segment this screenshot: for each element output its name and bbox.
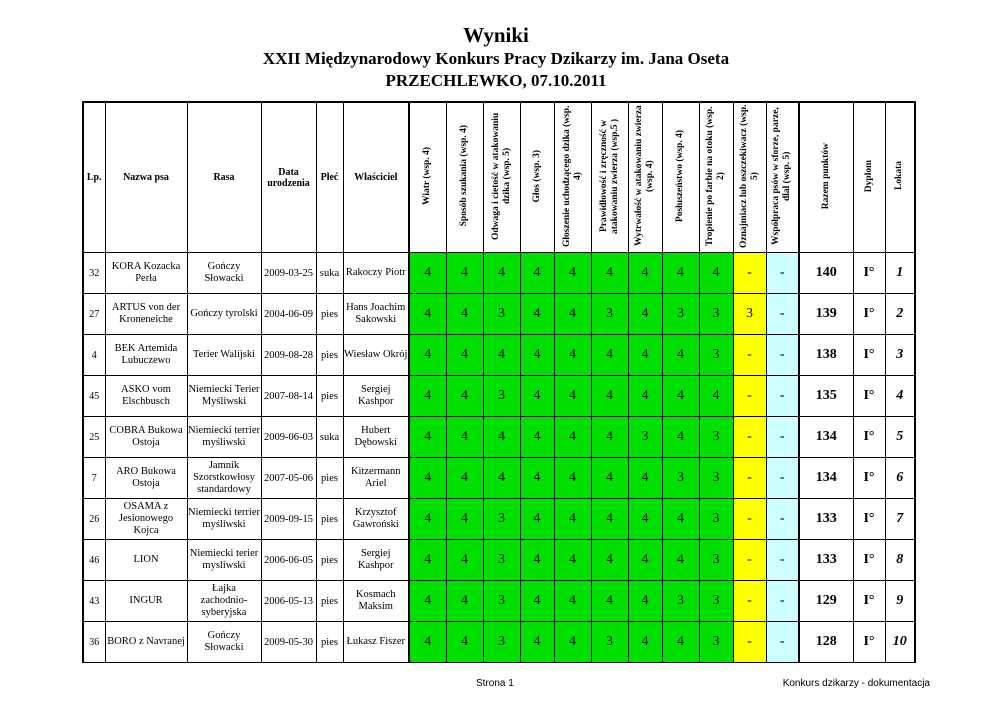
cell-score-3: 4 [520, 253, 554, 294]
cell-breed: Jamnik Szorstkowłosy standardowy [187, 458, 261, 499]
cell-score-0: 4 [409, 540, 446, 581]
cell-score-6: 4 [628, 622, 662, 663]
cell-diploma: I° [853, 499, 885, 540]
cell-score-3: 4 [520, 417, 554, 458]
cell-score-7: 3 [662, 458, 699, 499]
cell-lp: 27 [83, 294, 105, 335]
header-score-7: Posłuszeństwo (wsp. 4) [662, 102, 699, 253]
header-score-4: Głoszenie uchodzącego dzika (wsp. 4) [554, 102, 591, 253]
cell-score-4: 4 [554, 622, 591, 663]
cell-score-4: 4 [554, 581, 591, 622]
cell-score-1: 4 [446, 499, 483, 540]
cell-score-9: - [733, 622, 766, 663]
cell-score-10: - [766, 294, 799, 335]
cell-score-10: - [766, 581, 799, 622]
cell-diploma: I° [853, 335, 885, 376]
table-row [83, 581, 915, 622]
cell-score-6: 4 [628, 458, 662, 499]
cell-sex: pies [316, 540, 343, 581]
cell-place: 9 [885, 581, 915, 622]
header-score-9: Oznajmiacz lub oszczekiwacz (wsp. 5) [733, 102, 766, 253]
cell-score-0: 4 [409, 294, 446, 335]
cell-dog-name: ASKO vom Elschbusch [105, 376, 187, 417]
cell-birth-date: 2004-06-09 [261, 294, 316, 335]
cell-score-6: 4 [628, 335, 662, 376]
cell-lp: 26 [83, 499, 105, 540]
cell-owner: Krzysztof Gawroński [343, 499, 409, 540]
cell-score-5: 4 [591, 376, 628, 417]
cell-breed: Terier Walijski [187, 335, 261, 376]
cell-score-2: 4 [483, 458, 520, 499]
cell-score-4: 4 [554, 335, 591, 376]
cell-owner: Sergiej Kashpor [343, 376, 409, 417]
cell-score-0: 4 [409, 417, 446, 458]
cell-score-5: 3 [591, 294, 628, 335]
cell-score-7: 4 [662, 499, 699, 540]
cell-total-points: 139 [799, 294, 853, 335]
table-row [83, 294, 915, 335]
cell-score-0: 4 [409, 622, 446, 663]
cell-lp: 43 [83, 581, 105, 622]
cell-place: 4 [885, 376, 915, 417]
cell-score-9: - [733, 540, 766, 581]
cell-dog-name: COBRA Bukowa Ostoja [105, 417, 187, 458]
cell-score-2: 3 [483, 294, 520, 335]
table-row [83, 417, 915, 458]
header-place: Lokata [885, 102, 915, 253]
cell-breed: Gończy Słowacki [187, 253, 261, 294]
cell-total-points: 134 [799, 458, 853, 499]
cell-sex: pies [316, 581, 343, 622]
cell-score-9: - [733, 581, 766, 622]
cell-lp: 4 [83, 335, 105, 376]
cell-score-9: - [733, 499, 766, 540]
cell-score-2: 3 [483, 622, 520, 663]
cell-score-4: 4 [554, 499, 591, 540]
cell-score-2: 3 [483, 499, 520, 540]
cell-score-1: 4 [446, 376, 483, 417]
cell-score-2: 4 [483, 335, 520, 376]
cell-score-8: 4 [699, 253, 733, 294]
cell-score-3: 4 [520, 540, 554, 581]
cell-score-1: 4 [446, 294, 483, 335]
cell-score-7: 4 [662, 335, 699, 376]
header-score-2: Odwaga i cietość w atakowaniu dzika (wsp. 5) [483, 102, 520, 253]
cell-birth-date: 2009-06-03 [261, 417, 316, 458]
cell-score-5: 3 [591, 622, 628, 663]
cell-lp: 25 [83, 417, 105, 458]
table-row [83, 540, 915, 581]
cell-diploma: I° [853, 294, 885, 335]
cell-score-4: 4 [554, 376, 591, 417]
cell-score-10: - [766, 540, 799, 581]
title-block [0, 22, 992, 92]
cell-total-points: 138 [799, 335, 853, 376]
cell-diploma: I° [853, 417, 885, 458]
cell-score-3: 4 [520, 622, 554, 663]
cell-score-8: 3 [699, 417, 733, 458]
cell-score-1: 4 [446, 540, 483, 581]
cell-score-8: 3 [699, 335, 733, 376]
cell-score-8: 3 [699, 581, 733, 622]
cell-sex: pies [316, 458, 343, 499]
cell-score-7: 4 [662, 540, 699, 581]
cell-dog-name: LION [105, 540, 187, 581]
cell-breed: Gończy tyrolski [187, 294, 261, 335]
cell-sex: suka [316, 417, 343, 458]
cell-score-1: 4 [446, 622, 483, 663]
cell-breed: Gończy Słowacki [187, 622, 261, 663]
header-score-1: Sposób szukania (wsp. 4) [446, 102, 483, 253]
header-row [83, 102, 915, 253]
cell-diploma: I° [853, 622, 885, 663]
cell-score-1: 4 [446, 417, 483, 458]
cell-birth-date: 2009-05-30 [261, 622, 316, 663]
cell-place: 5 [885, 417, 915, 458]
cell-score-9: - [733, 253, 766, 294]
cell-score-6: 4 [628, 253, 662, 294]
cell-total-points: 134 [799, 417, 853, 458]
cell-score-7: 3 [662, 581, 699, 622]
cell-score-2: 4 [483, 417, 520, 458]
cell-owner: Łukasz Fiszer [343, 622, 409, 663]
cell-score-6: 4 [628, 294, 662, 335]
cell-score-8: 3 [699, 622, 733, 663]
cell-total-points: 128 [799, 622, 853, 663]
cell-score-0: 4 [409, 499, 446, 540]
cell-score-8: 3 [699, 458, 733, 499]
table-row [83, 622, 915, 663]
cell-breed: Niemiecki terier mysliwski [187, 540, 261, 581]
header-birth: Data urodzenia [261, 102, 316, 253]
cell-place: 3 [885, 335, 915, 376]
cell-score-4: 4 [554, 540, 591, 581]
cell-breed: Łajka zachodnio-syberyjska [187, 581, 261, 622]
cell-birth-date: 2009-09-15 [261, 499, 316, 540]
cell-place: 7 [885, 499, 915, 540]
header-sex: Płeć [316, 102, 343, 253]
header-score-5: Prawidłowość i zręczność w atakowaniu zwierza (wsp.5 ) [591, 102, 628, 253]
cell-score-7: 4 [662, 417, 699, 458]
table-row [83, 253, 915, 294]
header-score-6: Wytrwałość w atakowaniu zwierza (wsp. 4) [628, 102, 662, 253]
cell-total-points: 133 [799, 540, 853, 581]
cell-sex: pies [316, 335, 343, 376]
cell-score-9: 3 [733, 294, 766, 335]
page-subtitle: XXII Międzynarodowy Konkurs Pracy Dzikarzy im. Jana Oseta [262, 49, 730, 68]
cell-score-4: 4 [554, 253, 591, 294]
cell-score-0: 4 [409, 581, 446, 622]
cell-score-1: 4 [446, 458, 483, 499]
table-row [83, 458, 915, 499]
header-total: Razem punktów [799, 102, 853, 253]
header-breed: Rasa [187, 102, 261, 253]
cell-score-8: 3 [699, 294, 733, 335]
cell-score-5: 4 [591, 253, 628, 294]
cell-score-2: 3 [483, 540, 520, 581]
cell-score-10: - [766, 253, 799, 294]
cell-total-points: 129 [799, 581, 853, 622]
cell-score-2: 3 [483, 581, 520, 622]
cell-owner: Hans Joachim Sakowski [343, 294, 409, 335]
cell-score-3: 4 [520, 335, 554, 376]
cell-score-8: 3 [699, 540, 733, 581]
cell-owner: Wiesław Okrój [343, 335, 409, 376]
cell-owner: Rakoczy Piotr [343, 253, 409, 294]
cell-score-4: 4 [554, 458, 591, 499]
cell-dog-name: OSAMA z Jesionowego Kojca [105, 499, 187, 540]
cell-score-10: - [766, 335, 799, 376]
results-body [83, 253, 915, 663]
cell-score-1: 4 [446, 335, 483, 376]
cell-score-3: 4 [520, 499, 554, 540]
cell-breed: Niemiecki terrier myśliwski [187, 499, 261, 540]
cell-birth-date: 2009-03-25 [261, 253, 316, 294]
cell-diploma: I° [853, 540, 885, 581]
cell-score-10: - [766, 458, 799, 499]
cell-score-0: 4 [409, 335, 446, 376]
table-row [83, 499, 915, 540]
cell-sex: pies [316, 294, 343, 335]
cell-breed: Niemiecki Terier Myśliwski [187, 376, 261, 417]
cell-score-0: 4 [409, 376, 446, 417]
cell-dog-name: INGUR [105, 581, 187, 622]
cell-score-10: - [766, 376, 799, 417]
cell-birth-date: 2006-06-05 [261, 540, 316, 581]
cell-score-7: 4 [662, 376, 699, 417]
cell-lp: 45 [83, 376, 105, 417]
cell-score-5: 4 [591, 499, 628, 540]
cell-score-2: 3 [483, 376, 520, 417]
cell-sex: pies [316, 499, 343, 540]
cell-lp: 36 [83, 622, 105, 663]
cell-lp: 46 [83, 540, 105, 581]
cell-total-points: 133 [799, 499, 853, 540]
header-score-8: Tropienie po farbie na otoku (wsp. 2) [699, 102, 733, 253]
cell-score-10: - [766, 499, 799, 540]
cell-score-3: 4 [520, 581, 554, 622]
cell-score-4: 4 [554, 294, 591, 335]
cell-score-0: 4 [409, 253, 446, 294]
cell-score-10: - [766, 622, 799, 663]
cell-score-3: 4 [520, 458, 554, 499]
cell-dog-name: KORA Kozacka Perła [105, 253, 187, 294]
cell-dog-name: BEK Artemida Lubuczewo [105, 335, 187, 376]
cell-lp: 32 [83, 253, 105, 294]
cell-diploma: I° [853, 253, 885, 294]
table-row [83, 335, 915, 376]
table-row [83, 376, 915, 417]
cell-score-9: - [733, 376, 766, 417]
cell-score-1: 4 [446, 253, 483, 294]
cell-score-9: - [733, 417, 766, 458]
header-score-3: Głos (wsp. 3) [520, 102, 554, 253]
header-lp: Lp. [83, 102, 105, 253]
cell-score-3: 4 [520, 294, 554, 335]
cell-score-5: 4 [591, 540, 628, 581]
cell-score-6: 3 [628, 417, 662, 458]
cell-lp: 7 [83, 458, 105, 499]
cell-score-7: 4 [662, 622, 699, 663]
cell-score-3: 4 [520, 376, 554, 417]
cell-score-1: 4 [446, 581, 483, 622]
cell-birth-date: 2009-08-28 [261, 335, 316, 376]
cell-score-8: 4 [699, 376, 733, 417]
cell-owner: Hubert Dębowski [343, 417, 409, 458]
cell-score-6: 4 [628, 376, 662, 417]
cell-score-7: 4 [662, 253, 699, 294]
cell-score-5: 4 [591, 581, 628, 622]
cell-owner: Kitzermann Ariel [343, 458, 409, 499]
cell-dog-name: ARO Bukowa Ostoja [105, 458, 187, 499]
cell-score-0: 4 [409, 458, 446, 499]
cell-sex: pies [316, 622, 343, 663]
cell-owner: Sergiej Kashpor [343, 540, 409, 581]
cell-diploma: I° [853, 581, 885, 622]
cell-birth-date: 2007-05-06 [261, 458, 316, 499]
cell-score-6: 4 [628, 499, 662, 540]
cell-birth-date: 2007-08-14 [261, 376, 316, 417]
cell-score-5: 4 [591, 417, 628, 458]
header-diploma: Dyplom [853, 102, 885, 253]
cell-score-10: - [766, 417, 799, 458]
cell-place: 1 [885, 253, 915, 294]
cell-place: 8 [885, 540, 915, 581]
cell-total-points: 135 [799, 376, 853, 417]
cell-diploma: I° [853, 458, 885, 499]
cell-score-5: 4 [591, 458, 628, 499]
cell-score-8: 3 [699, 499, 733, 540]
cell-score-4: 4 [554, 417, 591, 458]
cell-score-6: 4 [628, 581, 662, 622]
results-table [82, 101, 916, 663]
cell-sex: pies [316, 376, 343, 417]
cell-dog-name: BORO z Navranej [105, 622, 187, 663]
cell-score-9: - [733, 458, 766, 499]
footer-page: Strona 1 [476, 678, 514, 689]
cell-place: 10 [885, 622, 915, 663]
place-date: PRZECHLEWKO, 07.10.2011 [385, 71, 607, 90]
cell-score-9: - [733, 335, 766, 376]
cell-score-2: 4 [483, 253, 520, 294]
header-score-10: Współpraca psów w sforze, parze, dlal (wsp. 5) [766, 102, 799, 253]
cell-total-points: 140 [799, 253, 853, 294]
footer-doc: Konkurs dzikarzy - dokumentacja [782, 678, 930, 689]
cell-score-5: 4 [591, 335, 628, 376]
cell-dog-name: ARTUS von der Kroneneiche [105, 294, 187, 335]
cell-sex: suka [316, 253, 343, 294]
header-owner: Właściciel [343, 102, 409, 253]
page-title: Wyniki [463, 23, 529, 47]
cell-birth-date: 2006-05-13 [261, 581, 316, 622]
cell-diploma: I° [853, 376, 885, 417]
cell-owner: Kosmach Maksim [343, 581, 409, 622]
cell-place: 6 [885, 458, 915, 499]
cell-breed: Niemiecki terrier myśliwski [187, 417, 261, 458]
cell-score-7: 3 [662, 294, 699, 335]
cell-place: 2 [885, 294, 915, 335]
header-name: Nazwa psa [105, 102, 187, 253]
header-score-0: Wiatr (wsp. 4) [409, 102, 446, 253]
cell-score-6: 4 [628, 540, 662, 581]
